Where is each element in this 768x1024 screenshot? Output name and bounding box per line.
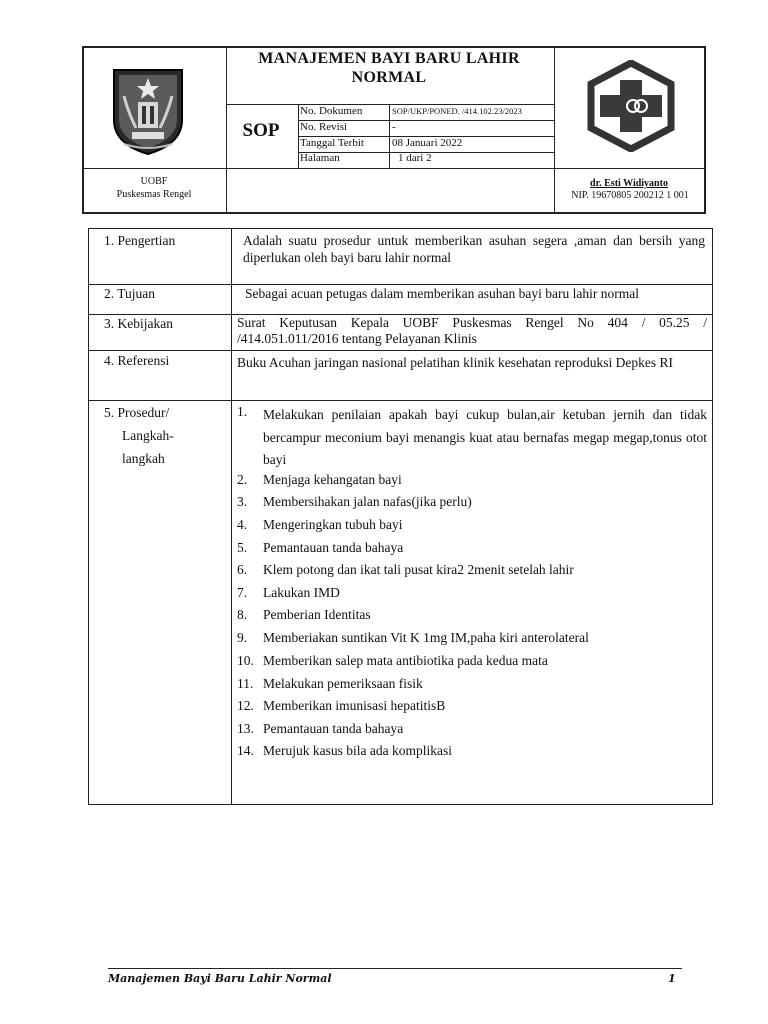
step-text: Membersihakan jalan nafas(jika perlu): [263, 494, 472, 509]
footer-page-number: 1: [668, 972, 676, 985]
section-label: langkah: [122, 451, 165, 466]
section-text: Buku Acuhan jaringan nasional pelatihan klinik kesehatan reproduksi Depkes RI: [237, 355, 674, 370]
section-label: 5. Prosedur/: [104, 405, 170, 420]
list-item: [237, 404, 707, 470]
step-number: 6.: [237, 562, 248, 577]
meta-value-revision: -: [392, 121, 396, 133]
step-number: 11.: [237, 676, 254, 691]
step-number: 13.: [237, 721, 254, 736]
meta-value-issue-date: 08 Januari 2022: [392, 137, 463, 149]
section-label: 2. Tujuan: [104, 286, 156, 301]
regency-crest-icon: [108, 66, 188, 156]
section-label: 4. Referensi: [104, 353, 170, 368]
meta-value-document: SOP/UKP/PONED. /414.102.23/2023: [392, 106, 522, 116]
step-text: Merujuk kasus bila ada komplikasi: [263, 743, 452, 758]
meta-label-document: No. Dokumen: [300, 105, 363, 117]
sop-label: SOP: [242, 120, 280, 141]
step-number: 7.: [237, 585, 248, 600]
meta-label-issue-date: Tanggal Terbit: [300, 137, 364, 149]
step-number: 4.: [237, 517, 248, 532]
table-divider: [89, 400, 712, 401]
meta-label-page: Halaman: [300, 152, 340, 164]
step-text: Klem potong dan ikat tali pusat kira2 2menit setelah lahir: [263, 562, 574, 577]
signer-nip: NIP. 19670805 200212 1 001: [571, 190, 689, 201]
step-number: 1.: [237, 404, 248, 419]
meta-label-revision: No. Revisi: [300, 121, 348, 133]
step-text: Memberiakan suntikan Vit K 1mg IM,paha kiri anterolateral: [263, 630, 589, 645]
footer-rule: [108, 968, 682, 969]
step-number: 12.: [237, 698, 254, 713]
section-label: 1. Pengertian: [104, 233, 176, 248]
step-text: Melakukan penilaian apakah bayi cukup bulan,air ketuban jernih dan tidak bercampur meconium bayi menangis kuat atau bernafas megap megap,tonus otot bayi: [263, 407, 707, 467]
step-number: 9.: [237, 630, 248, 645]
signer-name: dr. Esti Widiyanto: [590, 178, 668, 189]
step-text: Memberikan imunisasi hepatitisB: [263, 698, 446, 713]
section-text: Sebagai acuan petugas dalam memberikan asuhan bayi baru lahir normal: [245, 286, 639, 301]
step-text: Pemantauan tanda bahaya: [263, 721, 404, 736]
puskesmas-cross-hexagon-icon: [586, 60, 676, 152]
step-text: Mengeringkan tubuh bayi: [263, 517, 403, 532]
step-text: Pemberian Identitas: [263, 607, 371, 622]
step-text: Memberikan salep mata antibiotika pada kedua mata: [263, 653, 548, 668]
meta-value-page: 1 dari 2: [398, 152, 432, 164]
page-title: MANAJEMEN BAYI BARU LAHIR NORMAL: [258, 50, 520, 86]
table-divider: [231, 229, 232, 804]
step-text: Pemantauan tanda bahaya: [263, 540, 404, 555]
org-unit: Puskesmas Rengel: [116, 189, 192, 200]
step-number: 5.: [237, 540, 248, 555]
step-number: 14.: [237, 743, 254, 758]
section-text: Adalah suatu prosedur untuk memberikan asuhan segera ,aman dan bersih yang diperlukan oleh bayi baru lahir normal: [243, 233, 705, 265]
section-text: Surat Keputusan Kepala UOBF Puskesmas Rengel No 404 / 05.25 / /414.051.011/2016 tentang Pelayanan Klinis: [237, 315, 707, 346]
table-divider: [89, 350, 712, 351]
step-number: 2.: [237, 472, 248, 487]
step-text: Menjaga kehangatan bayi: [263, 472, 402, 487]
section-label: 3. Kebijakan: [104, 316, 173, 331]
org-name: UOBF: [140, 176, 168, 187]
step-text: Lakukan IMD: [263, 585, 340, 600]
section-label: Langkah-: [122, 428, 174, 443]
step-number: 8.: [237, 607, 248, 622]
header-divider: [84, 168, 704, 169]
footer-title: Manajemen Bayi Baru Lahir Normal: [108, 972, 332, 985]
step-number: 3.: [237, 494, 248, 509]
step-number: 10.: [237, 653, 254, 668]
step-text: Melakukan pemeriksaan fisik: [263, 676, 423, 691]
